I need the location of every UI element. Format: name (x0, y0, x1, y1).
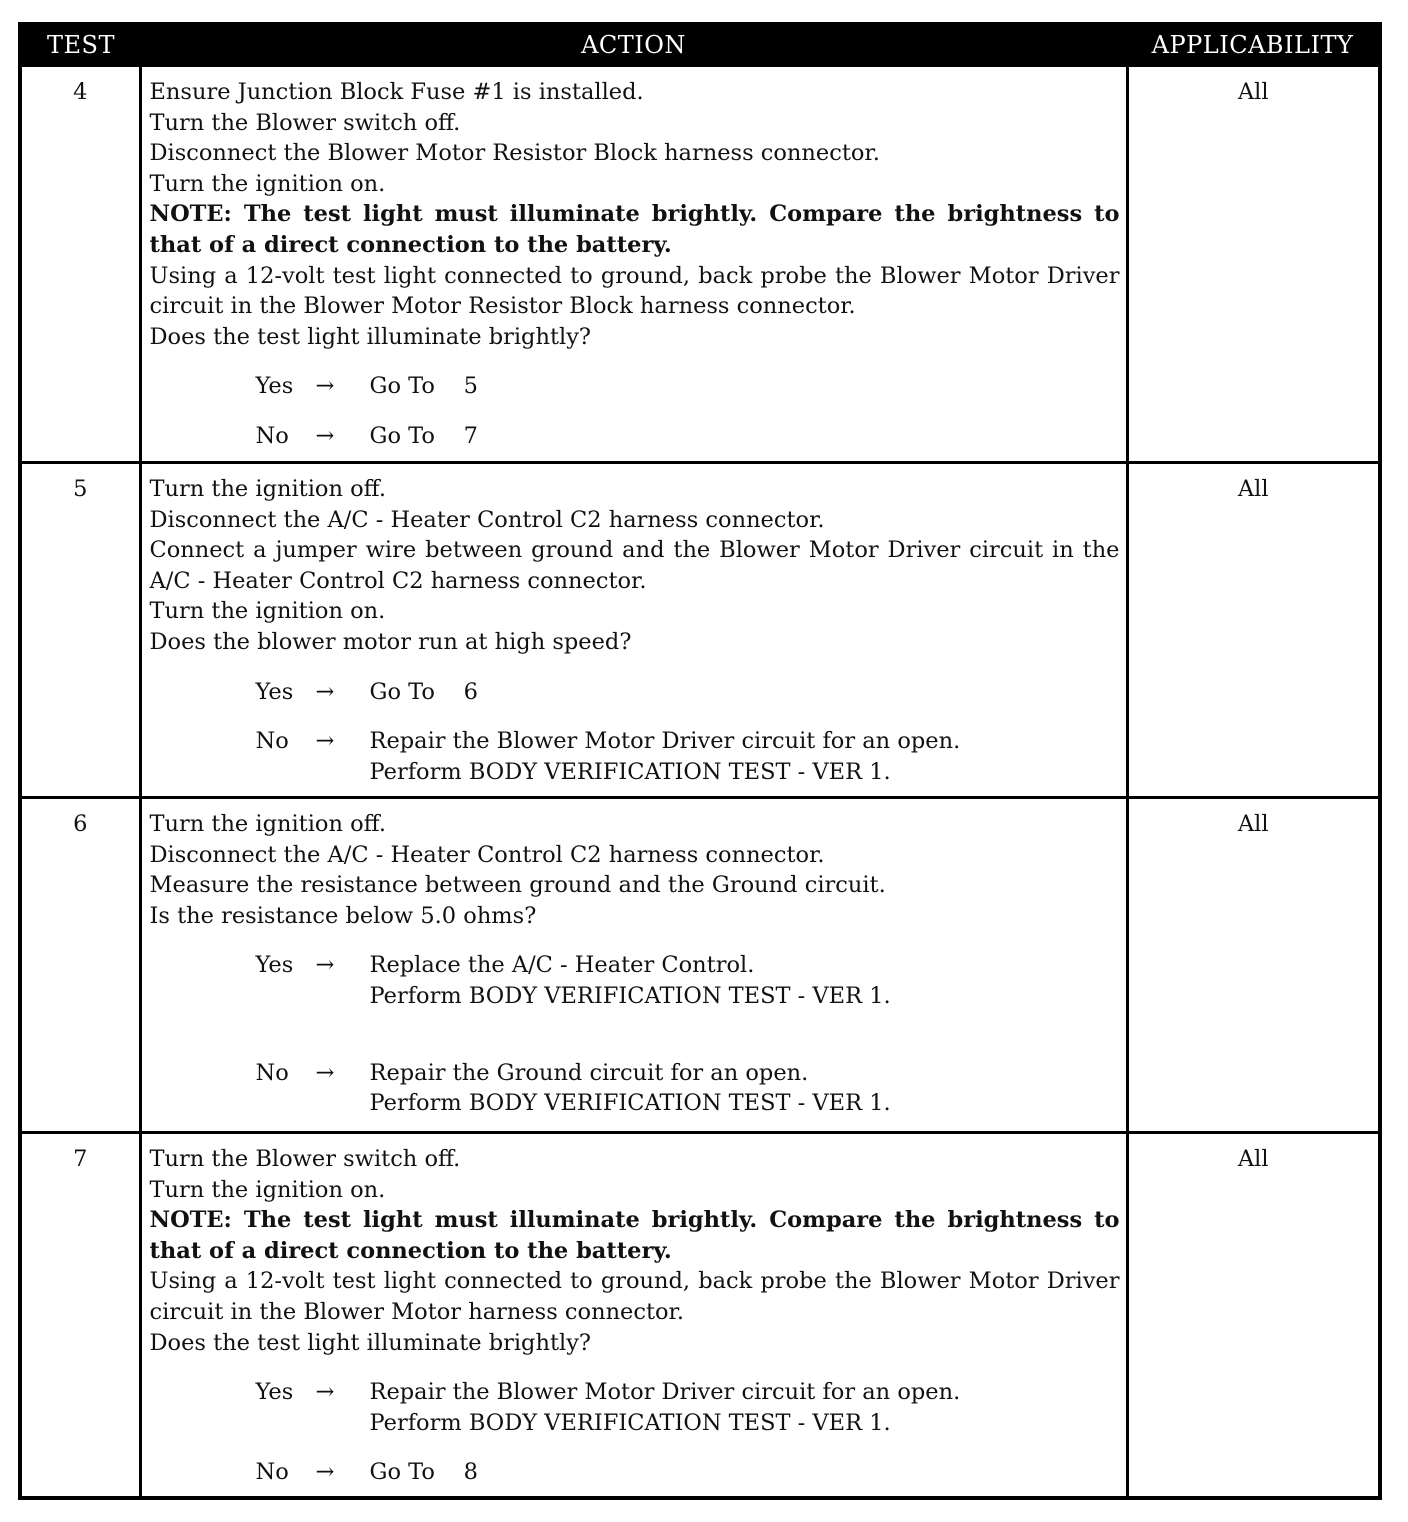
action-step: Turn the ignition on. (149, 170, 386, 197)
action-paragraph: Connect a jumper wire between ground and the Blower Motor Driver circuit in the A/C - Heater Control C2 harness connector. (149, 537, 1120, 594)
action-step: Turn the ignition off. (149, 476, 386, 502)
test-number: 5 (22, 463, 140, 798)
outcome-result: Go To 5 (369, 373, 478, 400)
applicability-value: All (1127, 463, 1378, 798)
answer-label: Yes (255, 1379, 294, 1406)
table-row (22, 66, 1378, 463)
outcome-no (256, 1058, 1120, 1119)
right-arrow-icon: → (315, 1379, 335, 1406)
table-header-row (22, 26, 1378, 66)
answer-label: No (255, 422, 289, 449)
header-action: ACTION (140, 26, 1127, 66)
action-step: Disconnect the Blower Motor Resistor Block harness connector. (149, 140, 880, 167)
right-arrow-icon: → (315, 422, 335, 449)
table-row (22, 1133, 1378, 1496)
outcome-no (256, 1457, 1120, 1488)
outcome-result: Replace the A/C - Heater Control. Perform BODY VERIFICATION TEST - VER 1. (369, 952, 891, 1009)
outcome-result: Go To 8 (369, 1459, 478, 1486)
outcome-yes (256, 677, 1120, 708)
test-number: 7 (22, 1133, 140, 1496)
test-number: 6 (22, 798, 140, 1133)
answer-label: Yes (255, 952, 294, 979)
diagnostic-test-table (22, 26, 1378, 1496)
outcome-result: Repair the Ground circuit for an open. Perform BODY VERIFICATION TEST - VER 1. (369, 1059, 891, 1117)
answer-label: Yes (255, 678, 294, 705)
action-step: Disconnect the A/C - Heater Control C2 harness connector. (149, 506, 825, 533)
applicability-value: All (1127, 798, 1378, 1133)
outcome-result: Repair the Blower Motor Driver circuit for an open. Perform BODY VERIFICATION TEST - VER 1. (369, 728, 961, 785)
answer-label: No (255, 1059, 289, 1086)
action-step: Turn the ignition on. (149, 598, 386, 625)
outcome-result: Go To 7 (369, 422, 478, 449)
action-paragraph: Using a 12-volt test light connected to ground, back probe the Blower Motor Driver circuit in the Blower Motor harness connector. (149, 1268, 1120, 1325)
right-arrow-icon: → (315, 1459, 335, 1486)
answer-label: Yes (255, 373, 294, 400)
diagnostic-table-frame (18, 22, 1382, 1500)
applicability-value: All (1127, 66, 1378, 463)
question-text: Is the resistance below 5.0 ohms? (149, 902, 537, 929)
action-cell (140, 463, 1127, 798)
outcome-no (256, 421, 1120, 452)
header-test: TEST (22, 26, 140, 66)
table-row (22, 463, 1378, 798)
question-text: Does the test light illuminate brightly? (149, 323, 591, 350)
action-step: Turn the Blower switch off. (149, 109, 461, 136)
applicability-value: All (1127, 1133, 1378, 1496)
right-arrow-icon: → (315, 373, 335, 400)
right-arrow-icon: → (315, 678, 335, 705)
outcome-yes (256, 371, 1120, 402)
answer-label: No (255, 1459, 289, 1486)
action-paragraph: Using a 12-volt test light connected to ground, back probe the Blower Motor Driver circuit in the Blower Motor Resistor Block harness connector. (149, 262, 1120, 320)
outcome-yes (256, 1377, 1120, 1438)
outcome-yes (256, 950, 1120, 1011)
action-step: Turn the ignition on. (149, 1176, 386, 1203)
right-arrow-icon: → (315, 952, 335, 979)
answer-label: No (255, 728, 289, 755)
note-text: NOTE: The test light must illuminate brightly. Compare the brightness to that of a direct connection to the battery. (149, 1207, 1120, 1264)
right-arrow-icon: → (315, 728, 335, 755)
question-text: Does the test light illuminate brightly? (149, 1329, 591, 1356)
action-cell (140, 798, 1127, 1133)
action-step: Turn the Blower switch off. (149, 1146, 461, 1172)
note-text: NOTE: The test light must illuminate brightly. Compare the brightness to that of a direct connection to the battery. (149, 201, 1120, 258)
action-step: Measure the resistance between ground and the Ground circuit. (149, 872, 886, 899)
table-row (22, 798, 1378, 1133)
right-arrow-icon: → (315, 1059, 335, 1086)
outcome-result: Repair the Blower Motor Driver circuit for an open. Perform BODY VERIFICATION TEST - VER 1. (369, 1379, 961, 1436)
action-step: Disconnect the A/C - Heater Control C2 harness connector. (149, 841, 825, 868)
question-text: Does the blower motor run at high speed? (149, 628, 632, 655)
action-step: Ensure Junction Block Fuse #1 is installed. (149, 79, 644, 105)
action-cell (140, 66, 1127, 463)
header-applicability: APPLICABILITY (1127, 26, 1378, 66)
test-number: 4 (22, 66, 140, 463)
action-cell (140, 1133, 1127, 1496)
outcome-no (256, 726, 1120, 787)
outcome-result: Go To 6 (369, 678, 478, 705)
action-step: Turn the ignition off. (149, 811, 386, 837)
